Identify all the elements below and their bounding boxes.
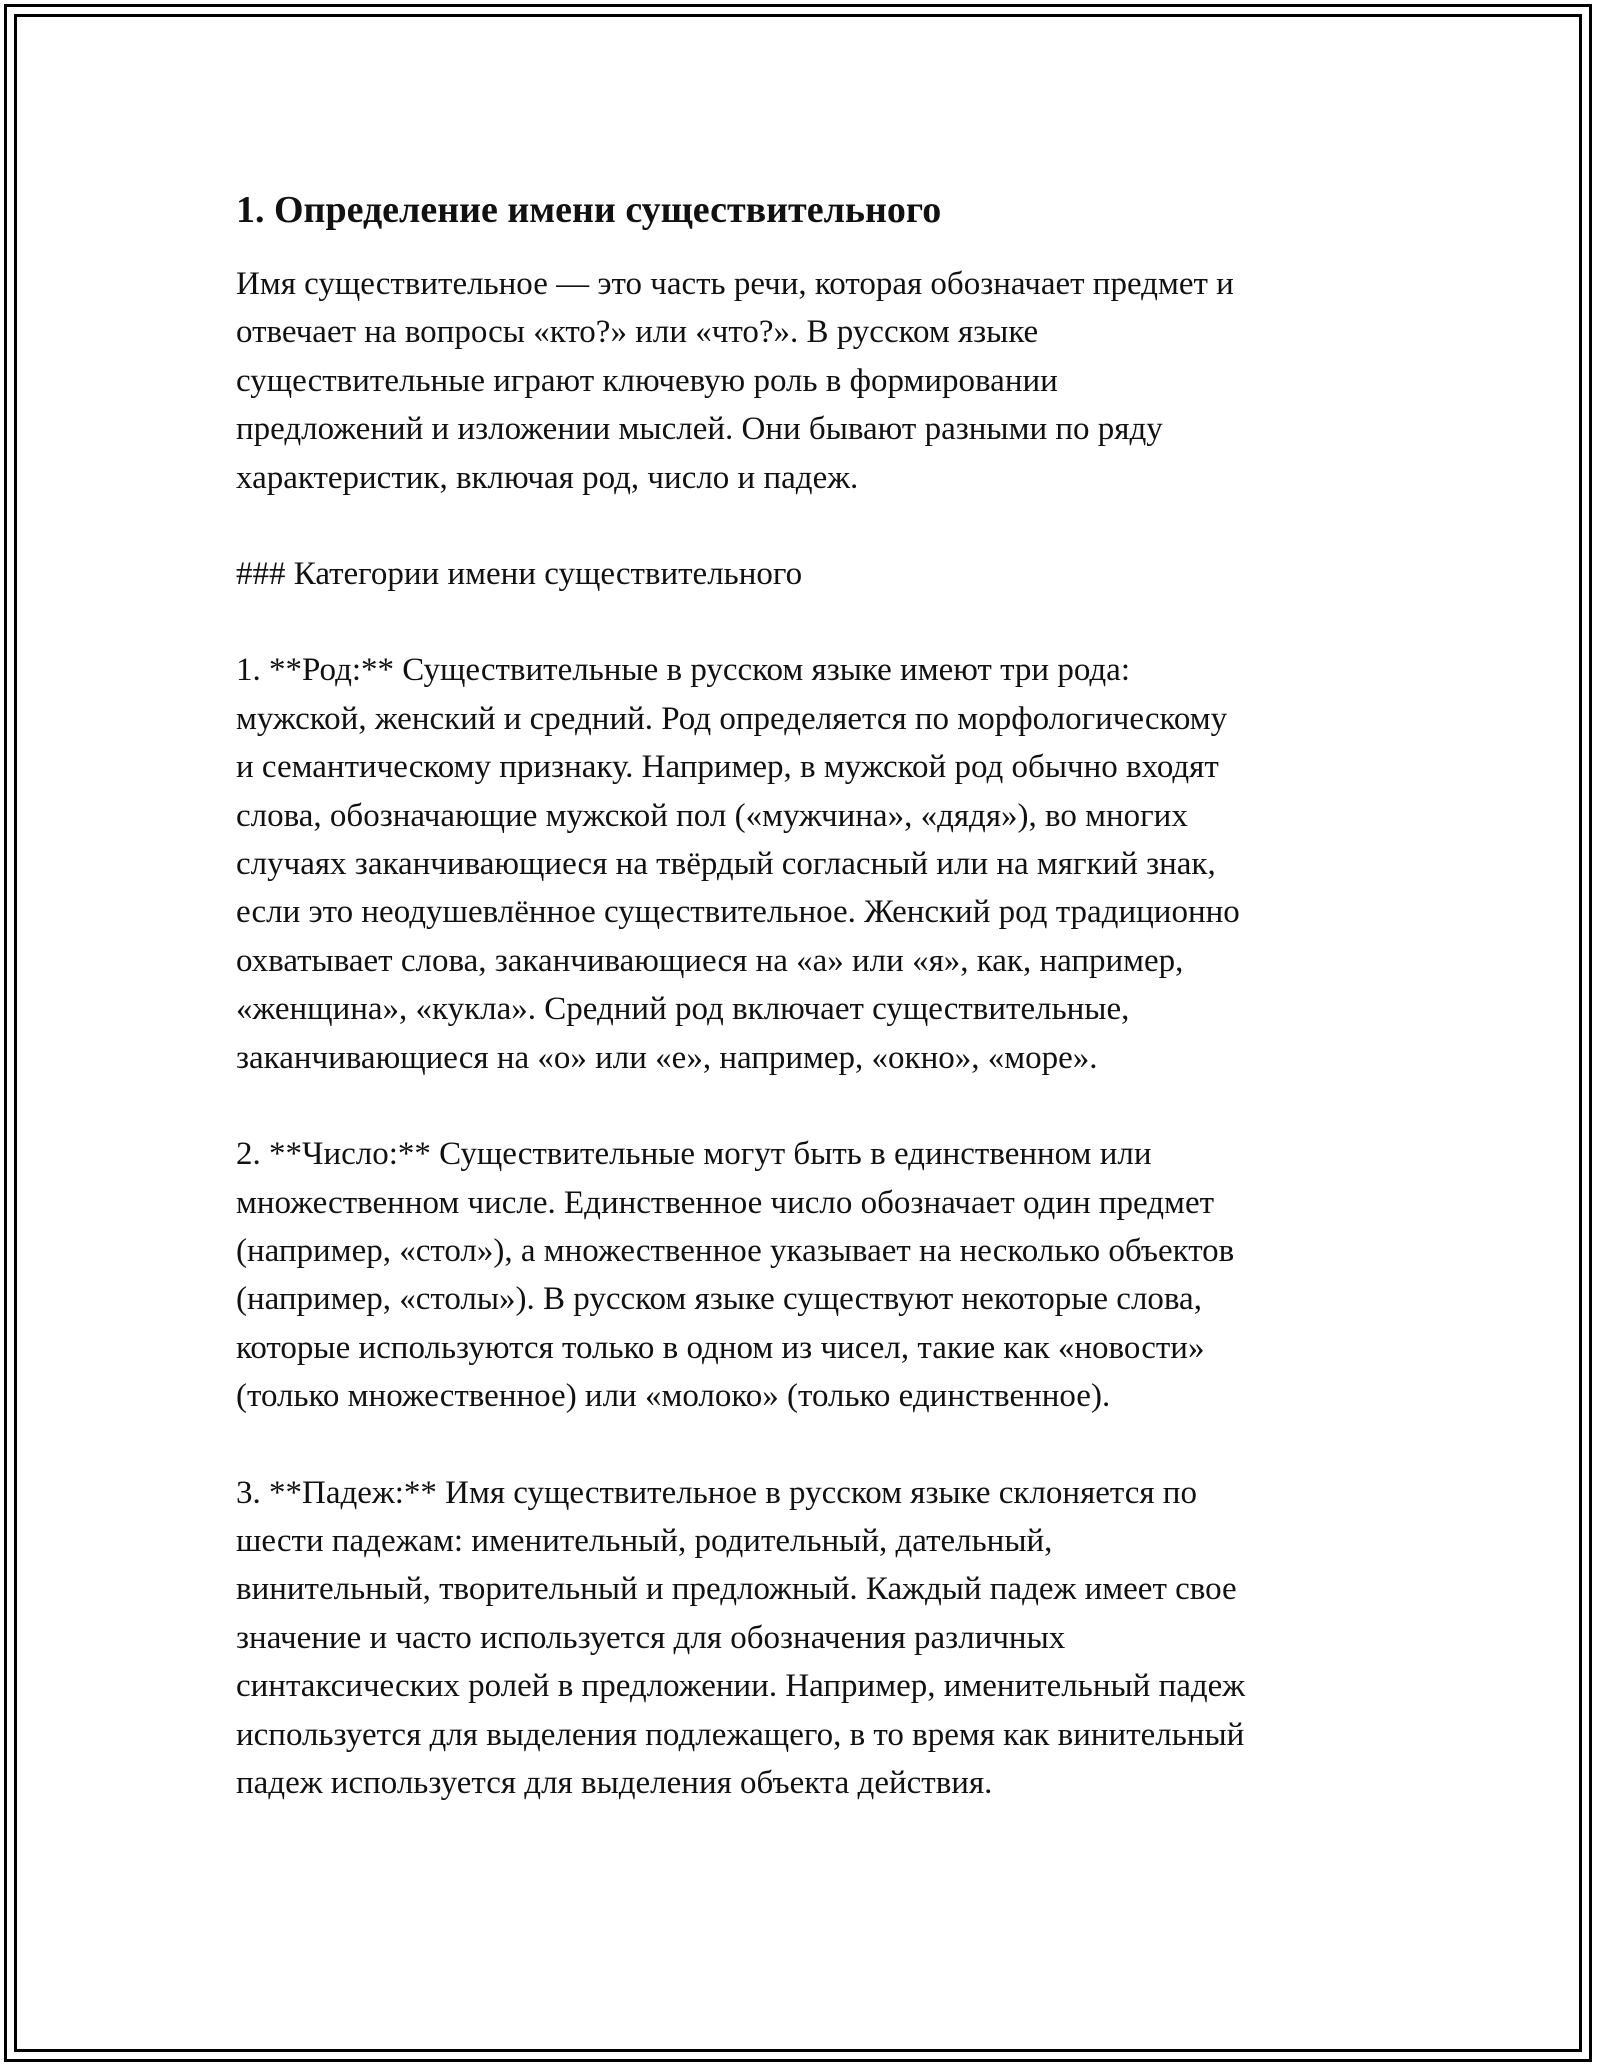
section-title: 1. Определение имени существительного xyxy=(236,189,942,231)
intro-paragraph: Имя существительное — это часть речи, которая обозначает предмет и отвечает на вопросы «кто?» или «что?». В русском языке существительные играют ключевую роль в формировании предложений и изложении мыслей. Они бывают разными по ряду характеристик, включая род, число и падеж. xyxy=(236,266,1234,496)
categories-heading: ### Категории имени существительного xyxy=(236,556,803,593)
list-item-number: 2. **Число:** Существительные могут быть в единственном или множественном числе. Единственное число обозначает один предмет (например, «стол»), а множественное указывает на несколько объектов (например, «столы»). В русском языке существуют некоторые слова, которые используются только в одном из чисел, такие как «новости» (только множественное) или «молоко» (только единственное). xyxy=(236,1136,1235,1415)
document-body xyxy=(236,186,1386,1855)
list-item-case: 3. **Падеж:** Имя существительное в русском языке склоняется по шести падежам: именительный, родительный, дательный, винительный, творительный и предложный. Каждый падеж имеет свое значение и часто используется для обозначения различных синтаксических ролей в предложении. Например, именительный падеж используется для выделения подлежащего, в то время как винительный падеж используется для выделения объекта действия. xyxy=(236,1474,1246,1801)
list-item-gender: 1. **Род:** Существительные в русском языке имеют три рода: мужской, женский и средний. Род определяется по морфологическому и семантическому признаку. Например, в мужской род обычно входят слова, обозначающие мужской пол («мужчина», «дядя»), во многих случаях заканчивающиеся на твёрдый согласный или на мягкий знак, если это неодушевлённое существительное. Женский род традиционно охватывает слова, заканчивающиеся на «а» или «я», как, например, «женщина», «кукла». Средний род включает существительные, заканчивающиеся на «о» или «е», например, «окно», «море». xyxy=(236,652,1240,1076)
